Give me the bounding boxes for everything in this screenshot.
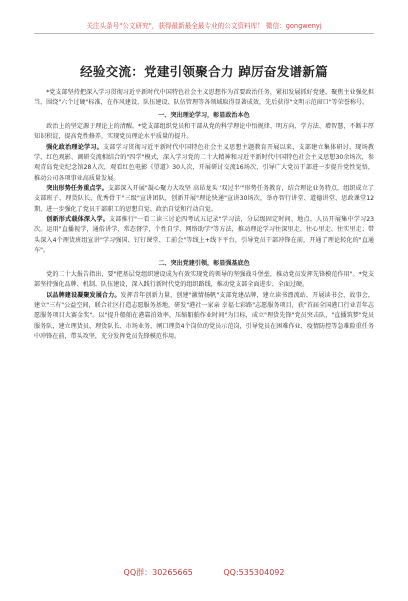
section-1-paragraph-3	[34, 184, 374, 215]
footer-contact	[0, 567, 408, 578]
section-2-heading: 二、突出党建引领，彰显强基底色	[158, 259, 250, 267]
paragraph-lead: 创新形式载体深入学。	[46, 216, 110, 224]
paragraph-lead: 以品牌建设凝聚发展合力。	[46, 291, 121, 299]
paragraph-text: 发挥青年创新力量，创建"激情扬帆"支部党建品牌，建立读书漂流站，开展读书会、故事会，建立"三有"公益空间，联合社区打造志愿服务基地，研发"港社一家亲 幸福七彩路"志愿服务项目，获"首届全国港口行业青年志愿服务项目大赛金奖"。以"提升船舶在港靠泊效率，压缩船舶作业时间"为目标，成立"理货先锋"党员突击队，"直播筑梦"党员服务队，建立理货员、理货队长、市场业务、闸口理货4个岗位的党员示范岗，引导党员在困难作业、疫情防控等急难险重任务中冲锋在前，带头攻坚，充分发挥党员先锋模范作用。	[34, 291, 375, 340]
paragraph-text: 支部推行"一看二读三讨论四考试五记录"学习法，分层级固定时间、地点、人员开展集中学习23次。运用"直播视学，通俗讲学、常态督学，个性自学、网络助学"等方法，推动理论学习往深里走、往心里走、往实里走；带头深入4个理货班组宣讲"学习强国、钉钉课堂、工前会"等线上+线下平台，引导党员干部冲锋在前，开通了理论转化的"直通车"。	[34, 216, 375, 255]
document-title: 经验交流：党建引领聚合力 踔厉奋发谱新篇	[80, 64, 328, 79]
section-2-paragraph-2	[34, 291, 374, 343]
document-body	[34, 88, 374, 342]
paragraph-lead: 突出形势任务重点学。	[46, 185, 108, 193]
header-banner: 关注头条号"公文研究"，获得最新最全最专业的公文资料库！ 微信：gongwenyj	[34, 21, 374, 34]
section-2-paragraph-1: 党的二十大报告指出，要"把基层党组织建设成为有效实现党的领导的坚强战斗堡垒，推动党员发挥先锋模范作用"。*党支部坚持强化品牌、机制、队伍建设，深入践行新时代党的组织路线，推动党支部全面进步、全面过硬。	[34, 270, 374, 289]
section-1-paragraph-4	[34, 215, 374, 256]
paragraph-lead: 强化政治理论学习。	[46, 143, 103, 151]
document-page	[0, 21, 408, 601]
section-1-paragraph-2	[34, 143, 374, 184]
paragraph-text: 支部深入开展"凝心聚力大攻坚 高昂龙头 '双过半'"形势任务教育，结合理论业务特点，组织成立了支部班子、理货队长、优秀骨干"三级"宣讲团队，创新开展"理论快递"宣讲30场次，举办智行讲堂、道德讲堂、思政课堂12期，进一步强化了党员干部职工的思想自觉、政治自觉和行动自觉。	[34, 185, 374, 213]
footer-qq-group: QQ群：30265665	[123, 568, 193, 577]
intro-paragraph: *党支部坚持把深入学习贯彻习近平新时代中国特色社会主义思想作为首要政治任务，紧扣发展抓好党建，聚焦主业强化担当，围绕"六个过硬"标准，在作风建设、队伍建设、队伍管理等各领域取得显著成效，先后获得"文明示范窗口"等荣誉称号。	[34, 89, 374, 107]
section-1-heading: 一、突出理论学习，彰显政治本色	[158, 111, 250, 119]
paragraph-text: 支部学习贯彻习近平新时代中国特色社会主义思想主题教育开展以来，支部建立集体研讨、现场教学、红色观影、调研交流相结合的"四学"模式，深入学习党的二十大精神和习近平新时代中国特色社会主义思想30余场次，参观青岛党史纪念馆28人次，观看红色电影《望道》30人次，开展研讨交流16场次，引导广大党员干部进一步提升党性觉悟，推动公司各项事业高质量发展。	[34, 143, 375, 182]
footer-qq: QQ:535304092	[223, 568, 285, 577]
section-1-paragraph-1: 政治上的坚定源于理论上的清醒。*党支部组织党员和干部从党的科学理论中悟规律、明方向、学方法、增智慧，不断丰厚知识积淀，提高党性修养，实现党员理论水平质量的提升。	[34, 123, 374, 141]
